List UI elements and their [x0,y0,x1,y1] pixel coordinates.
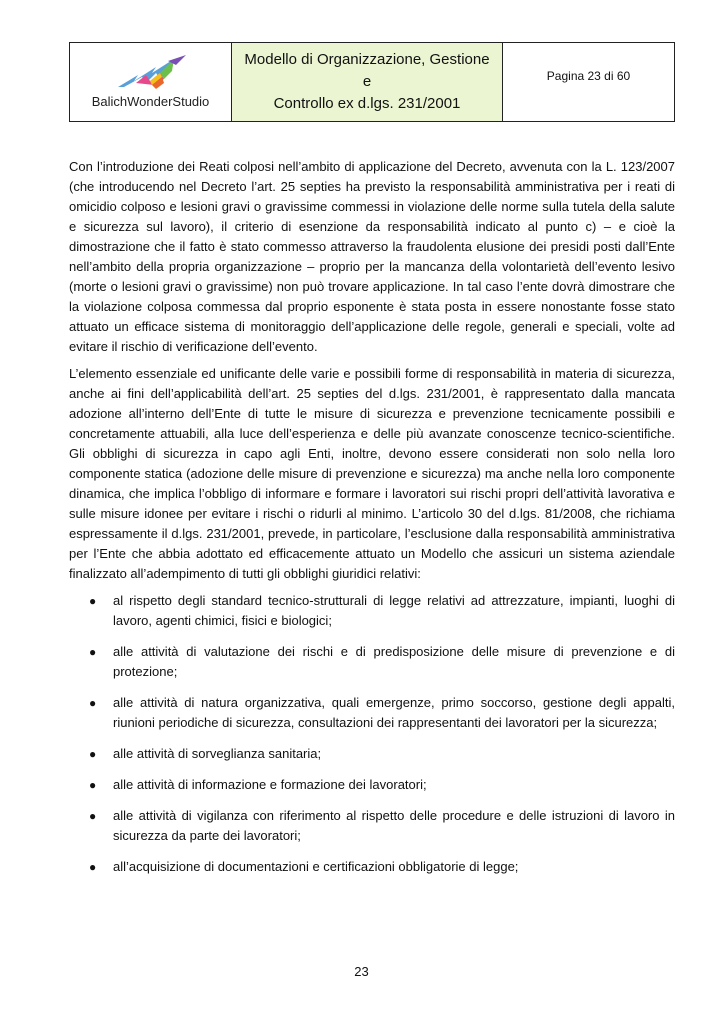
logo-cell [70,43,232,121]
page-indicator-cell [503,43,674,121]
document-title-line1: Modello di Organizzazione, Gestione e [244,51,490,90]
list-item [69,591,675,631]
body-paragraph: L’elemento essenziale ed unificante delle varie e possibili forme di responsabilità in materia di sicurezza, anche ai fini dell’applicabilità dell’art. 25 septies del d.lgs. 231/2001, è rappresentato dalla mancata adozione all’interno dell’Ente di tutte le misure di sicurezza e prevenzione tecnicamente possibili e concretamente attuabili, alla luce dell’esperienza e delle più avanzate conoscenze tecnico-scientifiche. Gli obblighi di sicurezza in capo agli Enti, inoltre, devono essere considerati non solo nella loro componente statica (adozione delle misure di prevenzione e sicurezza) ma anche nella loro componente dinamica, che implica l’obbligo di informare e formare i lavoratori sui rischi propri dell’attività lavorativa e sulle misure idonee per evitare i rischi o ridurli al minimo. L’articolo 30 del d.lgs. 81/2008, che richiama espressamente il d.lgs. 231/2001, prevede, in particolare, l’esclusione dalla responsabilità amministrativa per l’Ente che abbia adottato ed efficacemente attuato un Modello che assicuri un sistema aziendale finalizzato all’adempimento di tutti gli obblighi giuridici relativi: [69,366,675,581]
list-item [69,857,675,877]
rainbow-lightning-logo-icon [116,53,188,93]
list-item [69,744,675,764]
document-body [69,157,675,888]
list-item-text: al rispetto degli standard tecnico-strutturali di legge relativi ad attrezzature, impianti, luoghi di lavoro, agenti chimici, fisici e biologici; [113,593,675,628]
document-header [69,42,675,122]
bullet-icon: ● [89,594,97,608]
page-number: 23 [354,964,369,979]
list-item [69,642,675,682]
document-title-cell [232,43,503,121]
list-item [69,775,675,795]
list-item-text: alle attività di informazione e formazione dei lavoratori; [113,777,427,792]
list-item-text: alle attività di sorveglianza sanitaria; [113,746,322,761]
bullet-icon: ● [89,809,97,823]
logo-text: BalichWonderStudio [91,94,210,109]
list-item-text: all’acquisizione di documentazioni e certificazioni obbligatorie di legge; [113,859,519,874]
document-title-line2: Controllo ex d.lgs. 231/2001 [273,95,461,112]
bullet-icon: ● [89,696,97,710]
obligations-list [69,591,675,877]
bullet-icon: ● [89,778,97,792]
list-item [69,806,675,846]
body-paragraph: Con l’introduzione dei Reati colposi nell’ambito di applicazione del Decreto, avvenuta con la L. 123/2007 (che introducendo nel Decreto l’art. 25 septies ha previsto la responsabilità amministrativa per i reati di omicidio colposo e lesioni gravi o gravissime commessi in violazione delle norme sulla tutela della salute e sicurezza sul lavoro), il criterio di esenzione da responsabilità indicato al punto c) – e cioè la dimostrazione che il fatto è stato commesso attraverso la fraudolenta elusione dei presidi posti dall’Ente nell’ambito della propria organizzazione – proprio per la mancanza della volontarietà dell’evento lesivo (morte o lesioni gravi o gravissime) non può trovare applicazione. In tal caso l’ente dovrà dimostrare che la violazione colposa commessa dal proprio esponente è stata posta in essere nonostante fosse stato attuato un efficace sistema di monitoraggio dell’applicazione delle regole, generali e speciali, volte ad evitare il rischio di verificazione dell’evento. [69,159,675,354]
list-item [69,693,675,733]
bullet-icon: ● [89,747,97,761]
document-title [242,49,492,115]
list-item-text: alle attività di vigilanza con riferimento al rispetto delle procedure e delle istruzioni di lavoro in sicurezza da parte dei lavoratori; [113,808,675,843]
bullet-icon: ● [89,645,97,659]
list-item-text: alle attività di valutazione dei rischi e di predisposizione delle misure di prevenzione e di protezione; [113,644,675,679]
bullet-icon: ● [89,860,97,874]
list-item-text: alle attività di natura organizzativa, quali emergenze, primo soccorso, gestione degli appalti, riunioni periodiche di sicurezza, consultazioni dei rappresentanti dei lavoratori per la sicurezza; [113,695,675,730]
page-indicator: Pagina 23 di 60 [546,69,631,83]
